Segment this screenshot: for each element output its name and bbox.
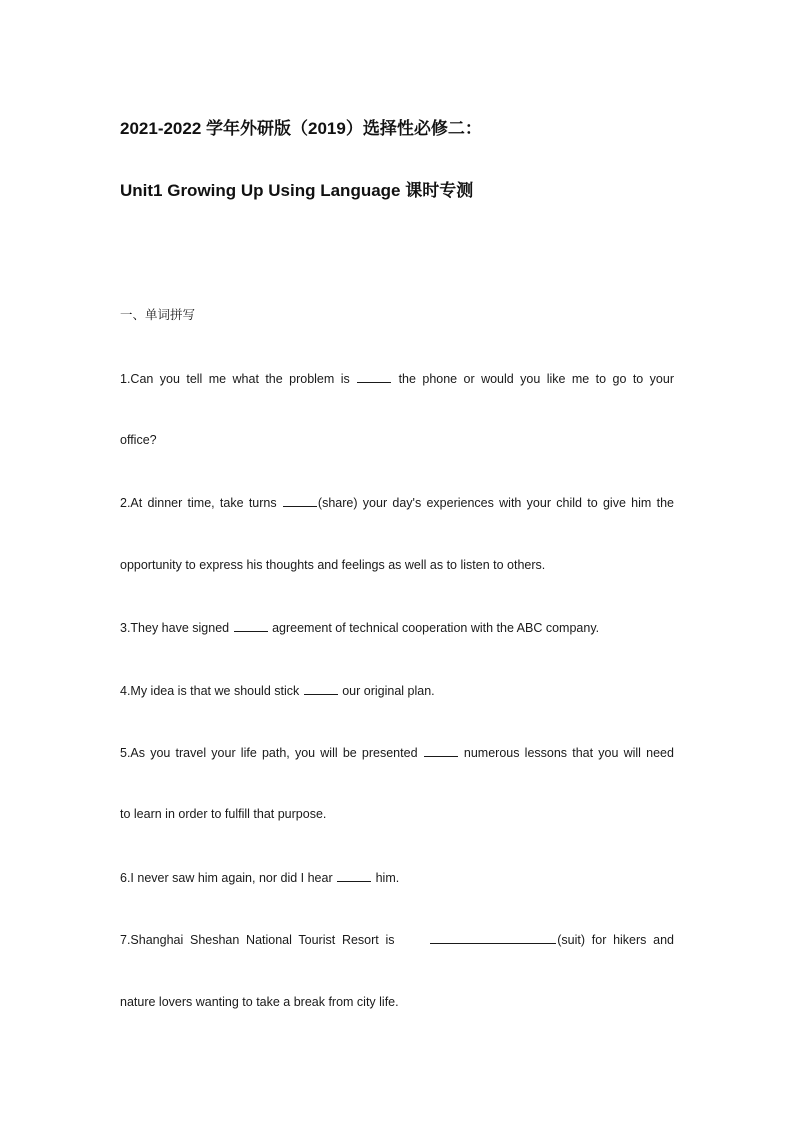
- question-7-blank: [430, 930, 556, 944]
- section-heading: 一、单词拼写: [120, 308, 196, 322]
- question-3-blank: [234, 618, 268, 632]
- question-1-text-before: 1.Can you tell me what the problem is: [120, 372, 350, 386]
- question-2-text-before: 2.At dinner time, take turns: [120, 496, 277, 510]
- question-1-blank: [357, 369, 391, 383]
- question-7-text-before: 7.Shanghai Sheshan National Tourist Resort is: [120, 933, 395, 947]
- question-7-line-2: nature lovers wanting to take a break from city life.: [120, 995, 399, 1009]
- question-1-text-after: the phone or would you like me to go to your: [398, 372, 674, 386]
- question-3-line-1: [120, 618, 674, 637]
- question-2-line-2: opportunity to express his thoughts and feelings as well as to listen to others.: [120, 558, 546, 572]
- question-5-text-after: numerous lessons that you will need: [463, 746, 674, 760]
- question-4-text-before: 4.My idea is that we should stick: [120, 684, 300, 698]
- question-6-line-1: [120, 868, 674, 887]
- question-2-text-after: (share) your day's experiences with your child to give him the: [317, 496, 674, 510]
- question-3-text-before: 3.They have signed: [120, 621, 230, 635]
- document-title: 2021-2022 学年外研版（2019）选择性必修二：: [120, 119, 482, 138]
- question-7-line-1: [120, 930, 674, 948]
- question-6-blank: [337, 868, 371, 882]
- question-5-line-2: to learn in order to fulfill that purpose.: [120, 807, 327, 821]
- document-subtitle: Unit1 Growing Up Using Language 课时专测: [120, 181, 474, 200]
- question-5-blank: [424, 743, 458, 757]
- question-2-blank: [283, 493, 317, 507]
- question-5-line-1: [120, 743, 674, 761]
- question-7-text-after: (suit) for hikers and: [557, 933, 674, 947]
- question-5-text-before: 5.As you travel your life path, you will be presented: [120, 746, 418, 760]
- question-4-line-1: [120, 681, 674, 700]
- question-4-text-after: our original plan.: [342, 684, 435, 698]
- question-6-text-before: 6.I never saw him again, nor did I hear: [120, 871, 333, 885]
- question-6-text-after: him.: [375, 871, 400, 885]
- question-2-line-1: [120, 493, 674, 511]
- question-1-line-1: [120, 369, 674, 387]
- question-3-text-after: agreement of technical cooperation with the ABC company.: [272, 621, 600, 635]
- question-4-blank: [304, 681, 338, 695]
- question-1-line-2: office?: [120, 433, 157, 447]
